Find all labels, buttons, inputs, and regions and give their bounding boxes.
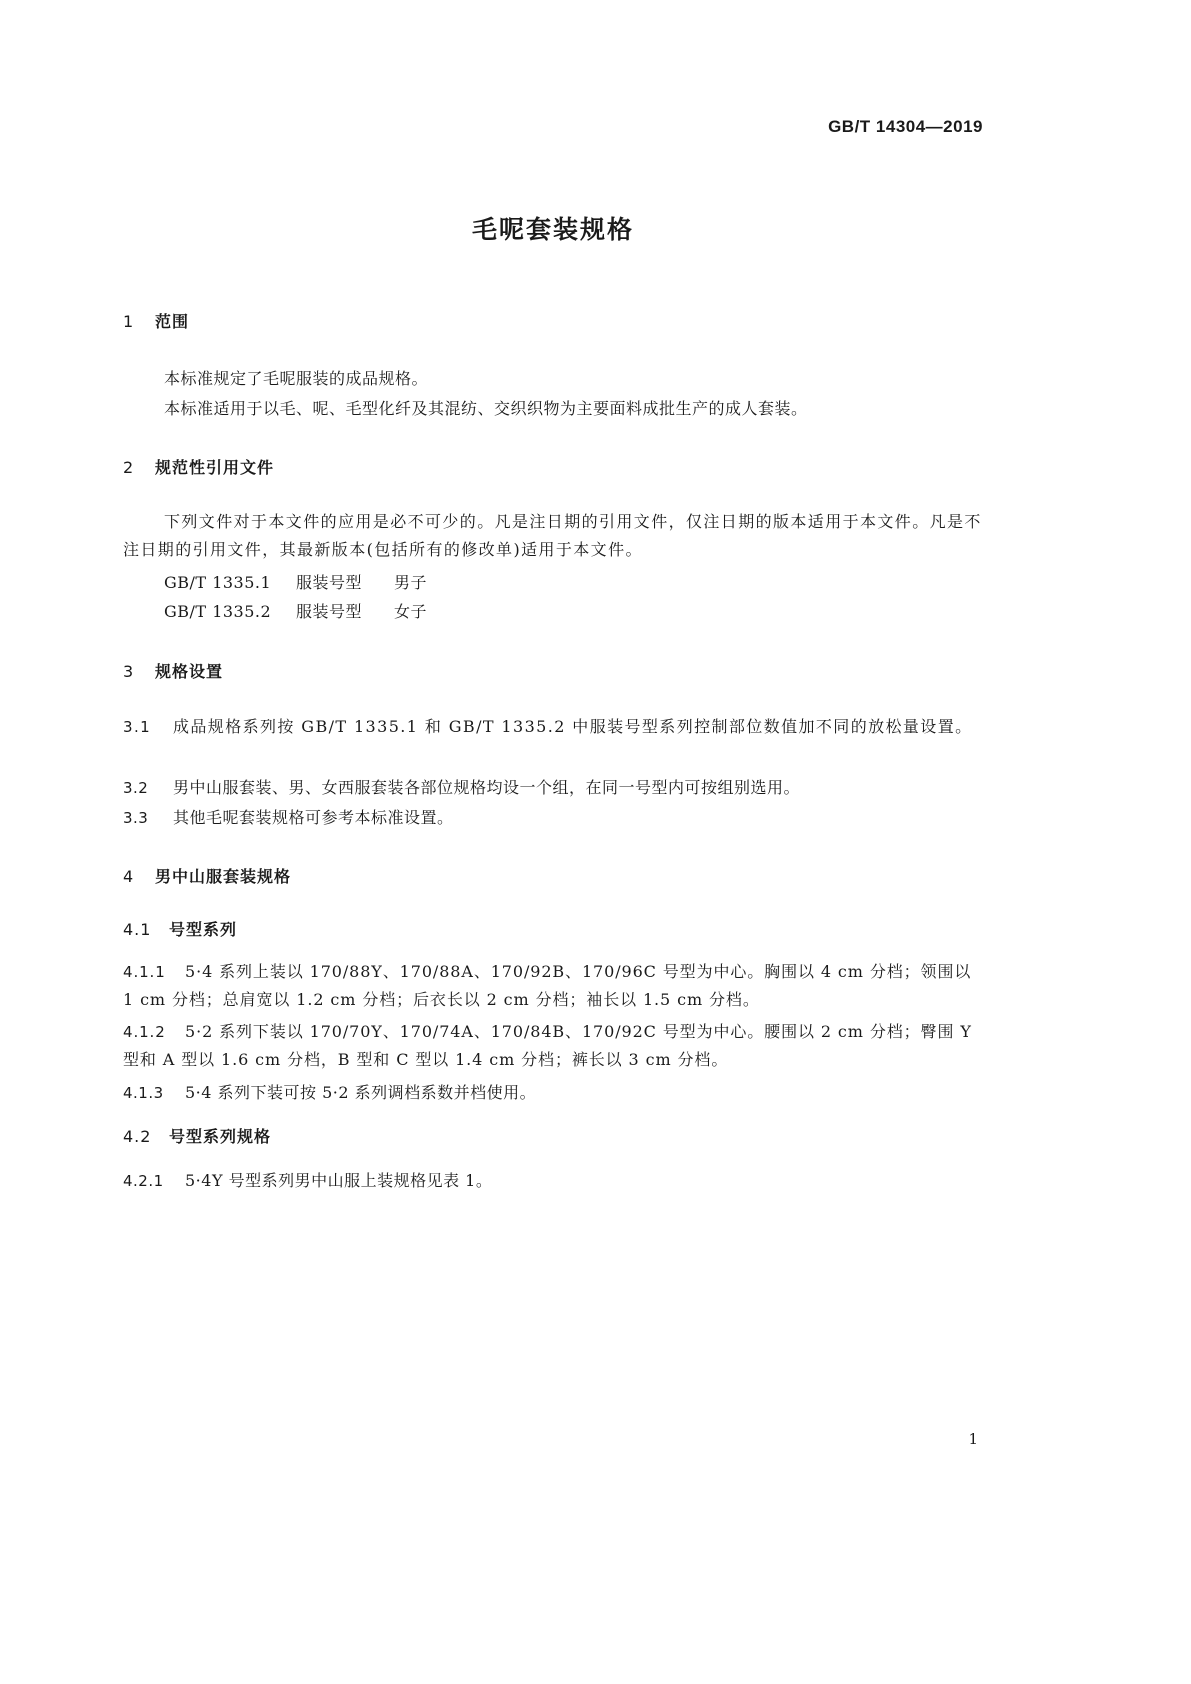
section-title: 男中山服套装规格	[155, 867, 292, 886]
section-number: 3	[123, 662, 135, 681]
reference-sub: 男子	[394, 573, 428, 592]
reference-item	[164, 599, 427, 622]
subsection-number: 4.2	[123, 1127, 152, 1146]
reference-name: 服装号型	[296, 602, 363, 621]
paragraph: 本标准适用于以毛、呢、毛型化纤及其混纺、交织织物为主要面料成批生产的成人套装。	[164, 399, 808, 418]
section-number: 2	[123, 458, 135, 477]
clause	[123, 805, 454, 828]
clause-text: 男中山服套装、男、女西服套装各部位规格均设一个组，在同一号型内可按组别选用。	[173, 778, 801, 797]
section-number: 4	[123, 867, 135, 886]
clause	[123, 958, 985, 1014]
page-number: 1	[968, 1430, 978, 1448]
section-3-heading	[123, 659, 223, 682]
clause-number: 4.1.3	[123, 1084, 164, 1102]
clause-number: 4.1.2	[123, 1023, 166, 1041]
clause-text: 5·2 系列下装以 170/70Y、170/74A、170/84B、170/92C 号型为中心。腰围以 2 cm 分档；臀围 Y 型和 A 型以 1.6 cm 分档，B 型和 C 型以 1.4 cm 分档；裤长以 3 cm 分档。	[123, 1022, 972, 1069]
subsection-4-1-heading	[123, 917, 237, 940]
section-number: 1	[123, 312, 135, 331]
clause	[123, 713, 985, 741]
clause	[123, 1018, 985, 1074]
reference-sub: 女子	[394, 602, 428, 621]
document-title: 毛呢套装规格	[471, 215, 634, 244]
section-title: 规格设置	[155, 662, 224, 681]
clause-text: 5·4 系列下装可按 5·2 系列调档系数并档使用。	[185, 1083, 537, 1102]
references-intro: 下列文件对于本文件的应用是必不可少的。凡是注日期的引用文件，仅注日期的版本适用于本文件。凡是不注日期的引用文件，其最新版本(包括所有的修改单)适用于本文件。	[123, 512, 982, 559]
section-2-heading	[123, 455, 274, 478]
subsection-title: 号型系列规格	[169, 1127, 272, 1146]
paragraph: 本标准规定了毛呢服装的成品规格。	[164, 369, 429, 388]
section-4-heading	[123, 864, 291, 887]
subsection-4-2-heading	[123, 1124, 271, 1147]
clause-text: 5·4Y 号型系列男中山服上装规格见表 1。	[185, 1171, 493, 1190]
clause-number: 4.2.1	[123, 1172, 164, 1190]
section-title: 范围	[155, 312, 190, 331]
reference-code: GB/T 1335.1	[164, 573, 272, 592]
reference-code: GB/T 1335.2	[164, 602, 272, 621]
subsection-number: 4.1	[123, 920, 152, 939]
clause	[123, 1080, 536, 1103]
clause-text: 其他毛呢套装规格可参考本标准设置。	[173, 808, 454, 827]
clause	[123, 775, 800, 798]
section-title: 规范性引用文件	[155, 458, 275, 477]
clause-number: 3.2	[123, 779, 149, 797]
standard-code: GB/T 14304—2019	[828, 117, 983, 136]
subsection-title: 号型系列	[169, 920, 238, 939]
clause-text: 成品规格系列按 GB/T 1335.1 和 GB/T 1335.2 中服装号型系列控制部位数值加不同的放松量设置。	[173, 717, 973, 736]
clause-text: 5·4 系列上装以 170/88Y、170/88A、170/92B、170/96C 号型为中心。胸围以 4 cm 分档；领围以 1 cm 分档；总肩宽以 1.2 cm 分档；后衣长以 2 cm 分档；袖长以 1.5 cm 分档。	[123, 962, 972, 1009]
clause-number: 3.1	[123, 718, 152, 736]
reference-item	[164, 570, 427, 593]
reference-name: 服装号型	[296, 573, 363, 592]
clause	[123, 1168, 492, 1191]
section-1-heading	[123, 309, 189, 332]
clause-number: 4.1.1	[123, 963, 166, 981]
clause-number: 3.3	[123, 809, 149, 827]
